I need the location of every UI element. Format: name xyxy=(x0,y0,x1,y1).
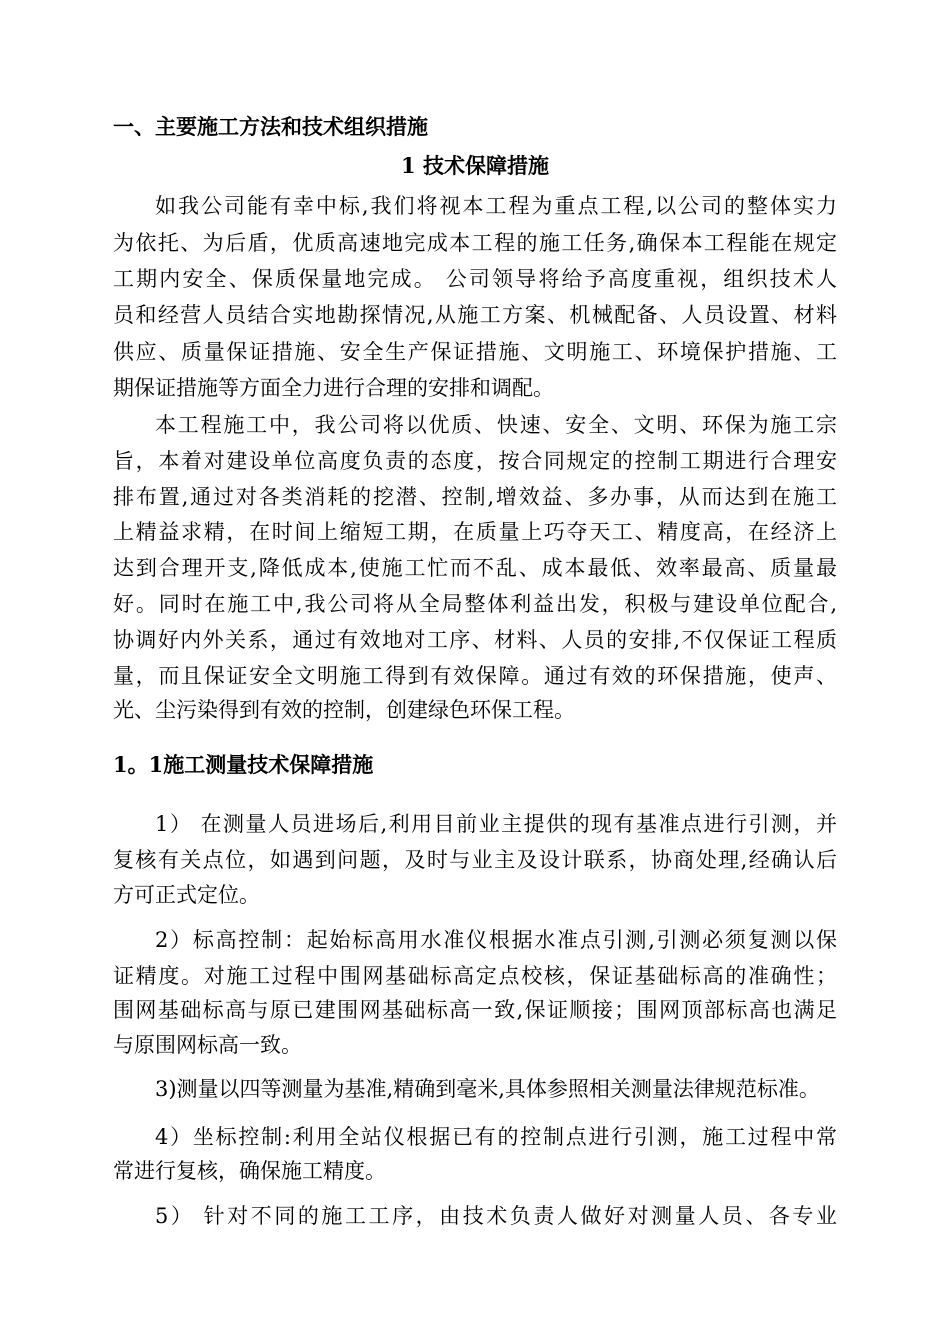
paragraph-2-line-5: 达到合理开支,降低成本,使施工忙而不乱、成本最低、效率最高、质量最 xyxy=(113,556,837,580)
paragraph-1-line-5: 供应、质量保证措施、安全生产保证措施、文明施工、环境保护措施、工 xyxy=(113,340,837,364)
item-2-line-2: 证精度。对施工过程中围网基础标高定点校核，保证基础标高的准确性； xyxy=(113,964,837,988)
item-1-line-1: 1） 在测量人员进场后,利用目前业主提供的现有基准点进行引测，并 xyxy=(155,812,837,836)
paragraph-2-line-2: 旨，本着对建设单位高度负责的态度，按合同规定的控制工期进行合理安 xyxy=(113,449,837,473)
item-3-line-1: 3)测量以四等测量为基准,精确到毫米,具体参照相关测量法律规范标准。 xyxy=(155,1077,820,1101)
paragraph-1-line-6: 期保证措施等方面全力进行合理的安排和调配。 xyxy=(113,376,554,400)
section-heading: 1。1施工测量技术保障措施 xyxy=(113,752,374,777)
paragraph-2-line-8: 量，而且保证安全文明施工得到有效保障。通过有效的环保措施，使声、 xyxy=(113,664,837,688)
item-2-line-1: 2）标高控制：起始标高用水准仪根据水准点引测,引测必须复测以保 xyxy=(155,928,837,952)
item-5-line-1: 5） 针对不同的施工工序，由技术负责人做好对测量人员、各专业 xyxy=(155,1204,837,1228)
main-heading: 一、主要施工方法和技术组织措施 xyxy=(113,114,428,139)
paragraph-2-line-9: 光、尘污染得到有效的控制，创建绿色环保工程。 xyxy=(113,698,575,722)
paragraph-2-line-1: 本工程施工中，我公司将以优质、快速、安全、文明、环保为施工宗 xyxy=(155,413,837,437)
paragraph-1-line-3: 工期内安全、保质保量地完成。 公司领导将给予高度重视，组织技术人 xyxy=(113,267,837,291)
item-1-line-3: 方可正式定位。 xyxy=(113,883,260,907)
item-2-line-4: 与原围网标高一致。 xyxy=(113,1033,302,1057)
paragraph-1-line-1: 如我公司能有幸中标,我们将视本工程为重点工程,以公司的整体实力 xyxy=(155,194,837,218)
paragraph-2-line-3: 排布置,通过对各类消耗的挖潜、控制,增效益、多办事，从而达到在施工 xyxy=(113,485,837,509)
paragraph-2-line-6: 好。同时在施工中,我公司将从全局整体利益出发，积极与建设单位配合, xyxy=(113,592,837,616)
paragraph-2-line-7: 协调好内外关系，通过有效地对工序、材料、人员的安排,不仅保证工程质 xyxy=(113,628,837,652)
item-1-line-2: 复核有关点位，如遇到问题，及时与业主及设计联系，协商处理,经确认后 xyxy=(113,848,837,872)
sub-heading: 1 技术保障措施 xyxy=(401,153,549,178)
item-2-line-3: 围网基础标高与原已建围网基础标高一致,保证顺接；围网顶部标高也满足 xyxy=(113,998,837,1022)
item-4-line-1: 4）坐标控制:利用全站仪根据已有的控制点进行引测，施工过程中常 xyxy=(155,1125,837,1149)
paragraph-2-line-4: 上精益求精，在时间上缩短工期，在质量上巧夺天工、精度高，在经济上 xyxy=(113,520,837,544)
paragraph-1-line-2: 为依托、为后盾，优质高速地完成本工程的施工任务,确保本工程能在规定 xyxy=(113,231,837,255)
item-4-line-2: 常进行复核，确保施工精度。 xyxy=(113,1159,386,1183)
paragraph-1-line-4: 员和经营人员结合实地勘探情况,从施工方案、机械配备、人员设置、材料 xyxy=(113,303,837,327)
